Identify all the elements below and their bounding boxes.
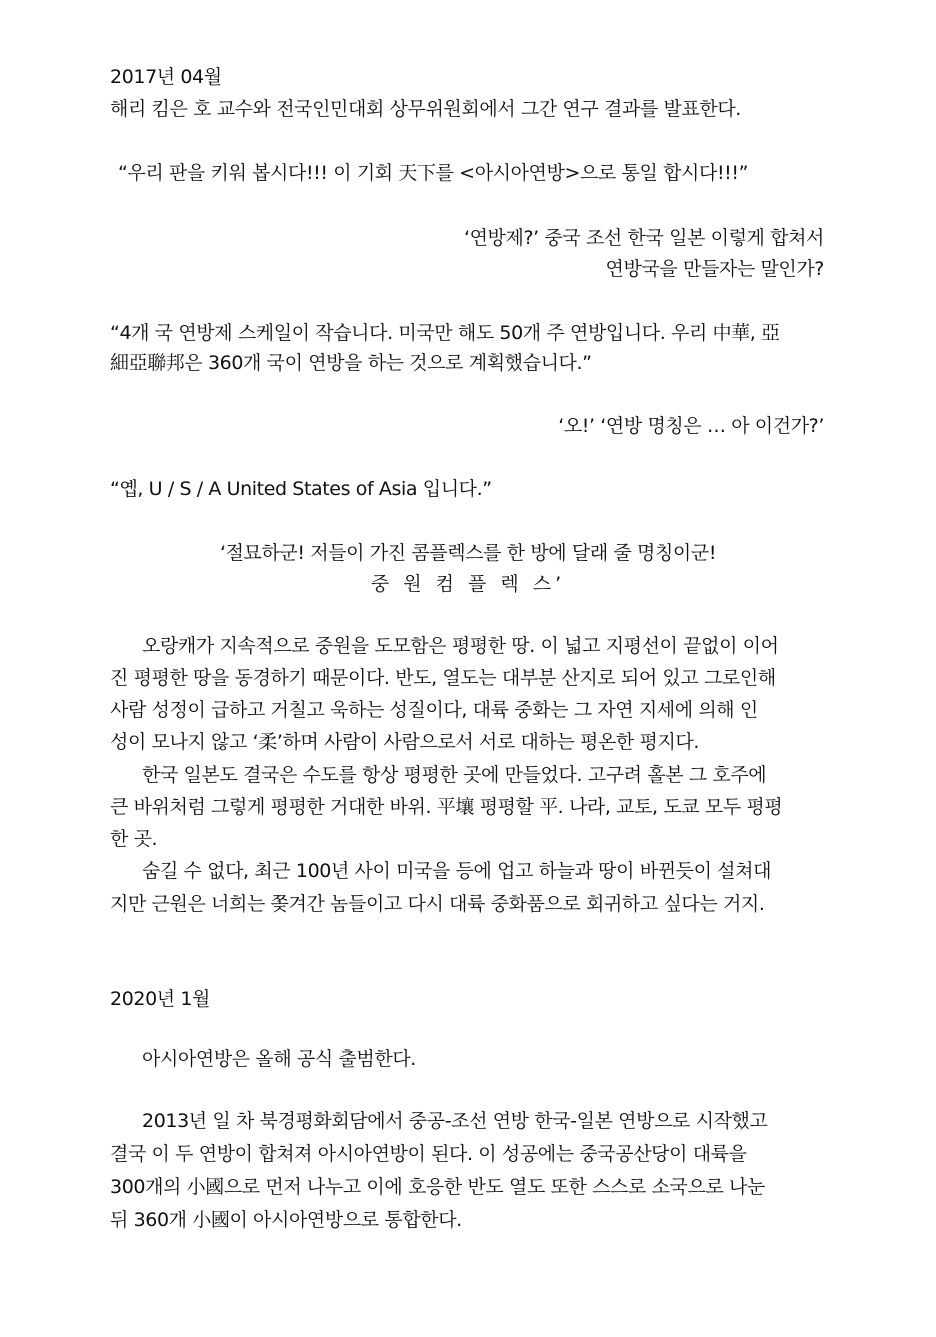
- paragraph-3-line-1: 숨길 수 없다, 최근 100년 사이 미국을 등에 업고 하늘과 땅이 바뀐듯이 설쳐대: [142, 860, 772, 882]
- paragraph-2-line-3: 한 곳.: [110, 828, 158, 850]
- paragraph-2020-2-line-2: 결국 이 두 연방이 합쳐져 아시아연방이 된다. 이 성공에는 중국공산당이 대륙을: [110, 1143, 747, 1165]
- section-heading-2017: 2017년 04월: [110, 66, 222, 88]
- section-heading-2020: 2020년 1월: [110, 988, 210, 1010]
- paragraph-2020-1: 아시아연방은 올해 공식 출범한다.: [142, 1048, 416, 1070]
- intro-paragraph: 해리 킴은 호 교수와 전국인민대회 상무위원회에서 그간 연구 결과를 발표한다.: [110, 98, 741, 120]
- quote-scale-line-1: “4개 국 연방제 스케일이 작습니다. 미국만 해도 50개 주 연방입니다. 우리 中華, 亞: [110, 322, 780, 344]
- paragraph-1-line-2: 진 평평한 땅을 동경하기 때문이다. 반도, 열도는 대부분 산지로 되어 있고 그로인해: [110, 667, 776, 689]
- thought-federation-line-2: 연방국을 만들자는 말인가?: [605, 258, 824, 280]
- thought-federation-line-1: ‘연방제?’ 중국 조선 한국 일본 이렇게 합쳐서: [463, 227, 824, 249]
- paragraph-2020-2-line-1: 2013년 일 차 북경평화회담에서 중공-조선 연방 한국-일본 연방으로 시작했고: [142, 1110, 768, 1132]
- thought-complex-line-1: ‘절묘하군! 저들이 가진 콤플렉스를 한 방에 달래 줄 명칭이군!: [219, 542, 717, 564]
- quote-unify-asia: “우리 판을 키워 봅시다!!! 이 기회 天下를 <아시아연방>으로 통일 합시다!!!”: [118, 162, 749, 184]
- paragraph-3-line-2: 지만 근원은 너희는 쫒겨간 놈들이고 다시 대륙 중화품으로 회귀하고 싶다는 거지.: [110, 893, 765, 915]
- quote-scale-line-2: 細亞聯邦은 360개 국이 연방을 하는 것으로 계획했습니다.”: [110, 352, 592, 374]
- paragraph-2-line-1: 한국 일본도 결국은 수도를 항상 평평한 곳에 만들었다. 고구려 홀본 그 호주에: [142, 764, 767, 786]
- thought-name-question: ‘오!’ ‘연방 명칭은 … 아 이건가?’: [558, 415, 824, 437]
- paragraph-1-line-4: 성이 모나지 않고 ‘柔’하며 사람이 사람으로서 서로 대하는 평온한 평지다.: [110, 731, 699, 753]
- thought-complex-line-2: 중 원 컴 플 렉 스’: [370, 573, 566, 595]
- paragraph-2020-2-line-3: 300개의 小國으로 먼저 나누고 이에 호응한 반도 열도 또한 스스로 소국으로 나눈: [110, 1176, 765, 1198]
- paragraph-1-line-3: 사람 성정이 급하고 거칠고 욱하는 성질이다, 대륙 중화는 그 자연 지세에 의해 인: [110, 699, 758, 721]
- paragraph-2020-2-line-4: 뒤 360개 小國이 아시아연방으로 통합한다.: [110, 1209, 462, 1231]
- quote-usa-name: “옙, U / S / A United States of Asia 입니다.”: [110, 478, 492, 500]
- paragraph-1-line-1: 오랑캐가 지속적으로 중원을 도모함은 평평한 땅. 이 넓고 지평선이 끝없이 이어: [142, 635, 779, 657]
- paragraph-2-line-2: 큰 바위처럼 그렇게 평평한 거대한 바위. 平壤 평평할 平. 나라, 교토, 도쿄 모두 평평: [110, 796, 783, 818]
